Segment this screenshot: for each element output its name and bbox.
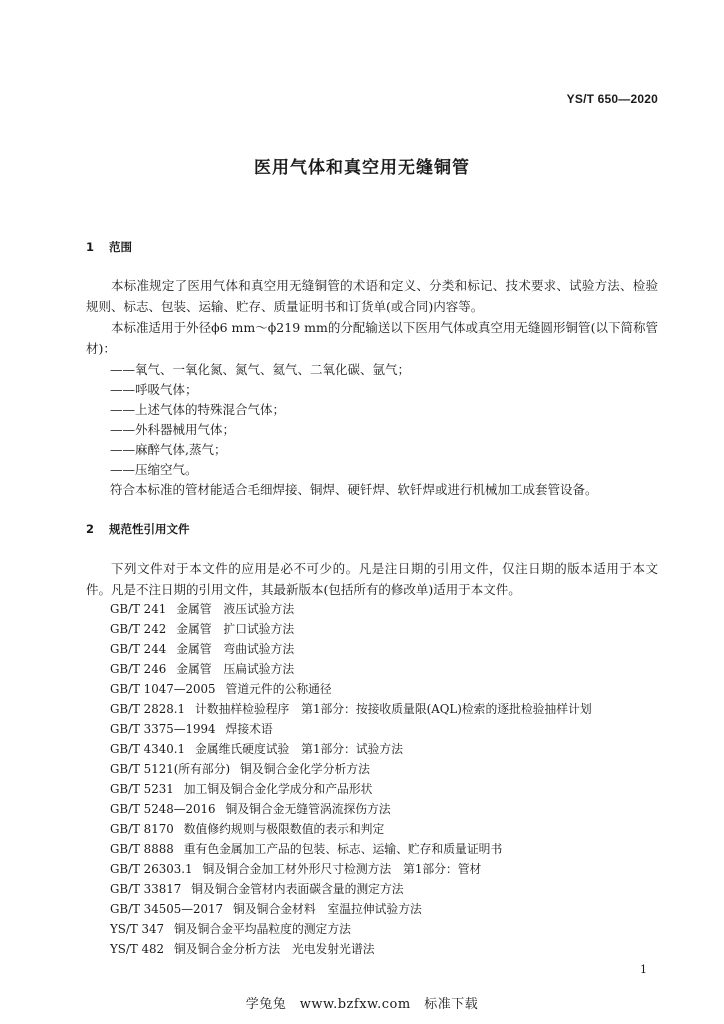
reference-title: 铜及铜合金材料 室温拉伸试验方法: [233, 902, 422, 916]
reference-item: [110, 840, 502, 857]
paragraph: 本标准规定了医用气体和真空用无缝铜管的术语和定义、分类和标记、技术要求、试验方法、检验规则、标志、包装、运输、贮存、质量证明书和订货单(或合同)内容等。: [86, 278, 658, 314]
reference-item: [110, 760, 370, 777]
reference-code: GB/T 5231: [110, 782, 174, 796]
reference-code: GB/T 246: [110, 662, 167, 676]
reference-item: [110, 820, 384, 837]
reference-code: GB/T 5121(所有部分): [110, 762, 231, 776]
reference-code: GB/T 26303.1: [110, 862, 193, 876]
section-title: 范围: [109, 240, 132, 254]
reference-title: 加工铜及铜合金化学成分和产品形状: [183, 782, 373, 796]
reference-code: GB/T 4340.1: [110, 742, 185, 756]
section-heading-normative-references: [86, 521, 190, 537]
reference-code: GB/T 1047—2005: [110, 682, 216, 696]
list-item: ——外科器械用气体；: [110, 422, 236, 437]
reference-item: [110, 920, 351, 937]
section-title: 规范性引用文件: [109, 522, 190, 536]
reference-title: 铜及铜合金化学分析方法: [240, 762, 370, 776]
reference-title: 金属管 扩口试验方法: [176, 622, 295, 636]
reference-code: YS/T 347: [110, 922, 164, 936]
reference-code: YS/T 482: [110, 942, 164, 956]
reference-item: [110, 880, 404, 897]
reference-code: GB/T 241: [110, 602, 167, 616]
list-item: ——压缩空气。: [110, 462, 198, 477]
reference-title: 重有色金属加工产品的包装、标志、运输、贮存和质量证明书: [183, 842, 503, 856]
section-number: 2: [86, 522, 95, 536]
section-number: 1: [86, 240, 95, 254]
reference-title: 计数抽样检验程序 第1部分：按接收质量限(AQL)检索的逐批检验抽样计划: [194, 702, 592, 716]
reference-title: 铜及铜合金管材内表面碳含量的测定方法: [191, 882, 404, 896]
paragraph: 本标准适用于外径ϕ6 mm～ϕ219 mm的分配输送以下医用气体或真空用无缝圆形铜管(以下简称管材)：: [86, 320, 658, 356]
reference-code: GB/T 8170: [110, 822, 174, 836]
reference-title: 金属管 弯曲试验方法: [176, 642, 295, 656]
reference-title: 数值修约规则与极限数值的表示和判定: [183, 822, 385, 836]
reference-item: [110, 640, 294, 657]
section-heading-scope: [86, 239, 132, 255]
reference-title: 金属管 液压试验方法: [176, 602, 295, 616]
reference-code: GB/T 34505—2017: [110, 902, 224, 916]
paragraph: 下列文件对于本文件的应用是必不可少的。凡是注日期的引用文件，仅注日期的版本适用于本文件。凡是不注日期的引用文件，其最新版本(包括所有的修改单)适用于本文件。: [86, 561, 658, 597]
reference-title: 铜及铜合金无缝管涡流探伤方法: [225, 802, 391, 816]
reference-item: [110, 940, 375, 957]
footer-watermark: 学兔兔 www.bzfxw.com 标准下载: [245, 997, 479, 1012]
reference-item: [110, 780, 372, 797]
standard-code: YS/T 650—2020: [566, 92, 658, 106]
reference-code: GB/T 8888: [110, 842, 174, 856]
reference-title: 焊接术语: [225, 722, 273, 736]
reference-item: [110, 900, 422, 917]
reference-title: 金属管 压扁试验方法: [176, 662, 295, 676]
paragraph: 符合本标准的管材能适合毛细焊接、铜焊、硬钎焊、软钎焊或进行机械加工成套管设备。: [110, 482, 598, 497]
page-number: 1: [640, 963, 647, 976]
reference-code: GB/T 242: [110, 622, 167, 636]
reference-code: GB/T 2828.1: [110, 702, 185, 716]
list-item: ——氧气、一氧化氮、氮气、氦气、二氧化碳、氩气；: [110, 362, 411, 377]
reference-item: [110, 740, 403, 757]
list-item: ——呼吸气体；: [110, 382, 198, 397]
reference-item: [110, 700, 592, 717]
list-item: ——上述气体的特殊混合气体；: [110, 402, 286, 417]
reference-title: 铜及铜合金平均晶粒度的测定方法: [173, 922, 351, 936]
reference-code: GB/T 3375—1994: [110, 722, 216, 736]
reference-code: GB/T 5248—2016: [110, 802, 216, 816]
reference-item: [110, 860, 481, 877]
reference-title: 铜及铜合金加工材外形尺寸检测方法 第1部分：管材: [202, 862, 482, 876]
list-item: ——麻醉气体,蒸气；: [110, 442, 227, 457]
reference-item: [110, 720, 273, 737]
reference-code: GB/T 33817: [110, 882, 182, 896]
reference-item: [110, 680, 332, 697]
reference-code: GB/T 244: [110, 642, 167, 656]
reference-title: 铜及铜合金分析方法 光电发射光谱法: [173, 942, 375, 956]
reference-item: [110, 600, 294, 617]
reference-item: [110, 800, 391, 817]
reference-title: 金属维氏硬度试验 第1部分：试验方法: [194, 742, 404, 756]
reference-title: 管道元件的公称通径: [225, 682, 332, 696]
reference-item: [110, 660, 294, 677]
reference-item: [110, 620, 294, 637]
document-title: 医用气体和真空用无缝铜管: [254, 158, 470, 178]
